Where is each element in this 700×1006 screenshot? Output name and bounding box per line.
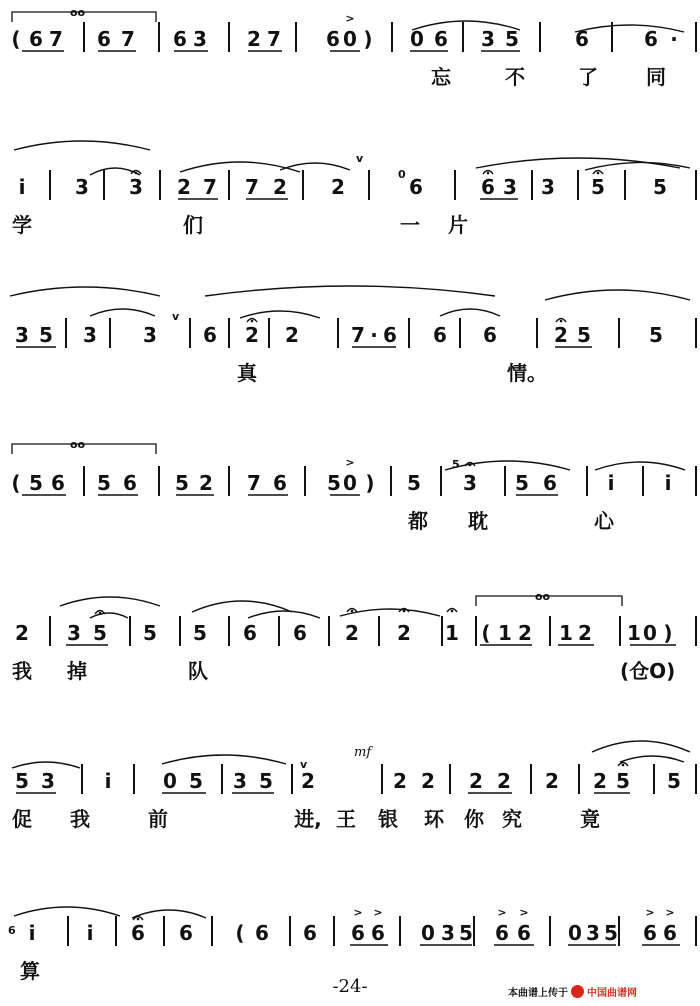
note-3: 3 <box>83 323 97 347</box>
note-2: 2 <box>421 769 435 793</box>
lyric-char: 们 <box>183 213 203 237</box>
note-6: 6 <box>643 921 657 945</box>
note-0: 0 <box>421 921 435 945</box>
note-0: 0 <box>343 27 357 51</box>
note-6: 6 <box>517 921 531 945</box>
parenthesis: ) <box>363 27 373 51</box>
note-5: 5 <box>505 27 519 51</box>
slur-curve <box>90 309 155 316</box>
dotted-mark: · <box>370 323 378 347</box>
note-6: 6 <box>371 921 385 945</box>
lyric-char: 片 <box>448 213 468 237</box>
note-3: 3 <box>193 27 207 51</box>
note-5: 5 <box>175 471 189 495</box>
note-2: 2 <box>177 175 191 199</box>
page-number: -24- <box>332 976 368 997</box>
lyric-char: 你 <box>464 807 484 831</box>
note-3: 3 <box>129 175 143 199</box>
note-5: 5 <box>189 769 203 793</box>
note-6: 6 <box>203 323 217 347</box>
note-5: 5 <box>515 471 529 495</box>
note-i: i <box>18 175 26 199</box>
note-5: 5 <box>193 621 207 645</box>
note-7: 7 <box>49 27 63 51</box>
note-5: 5 <box>143 621 157 645</box>
note-7: 7 <box>203 175 217 199</box>
lyric-char: 我 <box>12 659 32 683</box>
note-2: 2 <box>285 323 299 347</box>
lyric-char: 进, <box>294 807 322 831</box>
slur-curve <box>162 755 286 764</box>
note-5: 5 <box>591 175 605 199</box>
note-2: 2 <box>593 769 607 793</box>
fermata-dot <box>451 610 454 613</box>
note-5: 5 <box>327 471 341 495</box>
lyric-char: 耽 <box>468 509 488 533</box>
accent-mark: > <box>353 906 363 919</box>
note-5: 5 <box>39 323 53 347</box>
lyric-char: 队 <box>188 659 208 683</box>
note-6: 6 <box>123 471 137 495</box>
fermata-dot <box>469 464 472 467</box>
note-2: 2 <box>273 175 287 199</box>
note-5: 5 <box>93 621 107 645</box>
lyric-char: 前 <box>148 807 168 831</box>
note-3: 3 <box>15 323 29 347</box>
note-3: 3 <box>441 921 455 945</box>
note-5: 5 <box>577 323 591 347</box>
note-6: 6 <box>131 921 145 945</box>
slur-curve <box>445 461 570 470</box>
note-2: 2 <box>578 621 592 645</box>
note-2: 2 <box>393 769 407 793</box>
lyric-char: 一 <box>400 213 420 237</box>
lyric-char: 都 <box>408 509 428 533</box>
note-3: 3 <box>586 921 600 945</box>
note-3: 3 <box>41 769 55 793</box>
note-7: 7 <box>247 471 261 495</box>
note-3: 3 <box>503 175 517 199</box>
parenthesis: ( <box>235 921 245 945</box>
note-6: 6 <box>481 175 495 199</box>
circle-marks: oo <box>70 438 86 451</box>
note-2: 2 <box>545 769 559 793</box>
slur-curve <box>595 462 685 470</box>
lyric-char: 真 <box>237 361 257 385</box>
lyric-char: 忘 <box>431 65 451 89</box>
note-7: 7 <box>267 27 281 51</box>
accent-mark: > <box>373 906 383 919</box>
slur-curve <box>412 21 520 30</box>
circle-marks: oo <box>70 6 86 19</box>
lyric-char: 学 <box>12 213 32 237</box>
note-6: 6 <box>326 27 340 51</box>
slur-curve <box>10 287 160 296</box>
dynamic-mark: mf <box>354 745 372 760</box>
note-6: 6 <box>173 27 187 51</box>
note-7: 7 <box>121 27 135 51</box>
note-i: i <box>86 921 94 945</box>
lyric-char: 我 <box>70 807 90 831</box>
accent-mark: > <box>497 906 507 919</box>
slur-curve <box>592 741 690 752</box>
note-7: 7 <box>351 323 365 347</box>
breath-mark: v <box>172 310 180 323</box>
note-3: 3 <box>463 471 477 495</box>
dotted-mark: · <box>670 27 678 51</box>
upload-text: 本曲谱上传于 <box>508 988 568 999</box>
note-2: 2 <box>518 621 532 645</box>
lyric-char: 同 <box>646 65 666 89</box>
note-5: 5 <box>667 769 681 793</box>
slur-curve <box>240 311 320 318</box>
note-6: 6 <box>51 471 65 495</box>
percussion-label: (仓O) <box>620 659 676 683</box>
note-2: 2 <box>15 621 29 645</box>
site-name: 中国曲谱网 <box>587 988 637 999</box>
note-6: 6 <box>351 921 365 945</box>
lyric-char: 王 <box>336 807 356 831</box>
parenthesis: ) <box>663 621 673 645</box>
note-6: 6 <box>495 921 509 945</box>
note-6: 6 <box>29 27 43 51</box>
note-6: 6 <box>383 323 397 347</box>
fermata-dot <box>622 764 625 767</box>
slur-curve <box>14 907 120 916</box>
note-6: 6 <box>303 921 317 945</box>
note-5: 5 <box>407 471 421 495</box>
accent-mark: > <box>665 906 675 919</box>
note-3: 3 <box>233 769 247 793</box>
fermata-dot <box>351 610 354 613</box>
accent-mark: > <box>345 456 355 469</box>
lyric-char: 情。 <box>507 361 547 385</box>
note-1: 1 <box>498 621 512 645</box>
fermata-dot <box>560 320 563 323</box>
fermata-dot <box>135 172 138 175</box>
lyric-char: 不 <box>505 65 525 89</box>
source-footer <box>508 984 637 999</box>
note-5: 5 <box>653 175 667 199</box>
breath-mark: v <box>356 152 364 165</box>
note-6: 6 <box>575 27 589 51</box>
note-5: 5 <box>29 471 43 495</box>
note-0: 0 <box>568 921 582 945</box>
note-2: 2 <box>245 323 259 347</box>
lyric-char: 环 <box>424 807 444 831</box>
accent-mark: > <box>519 906 529 919</box>
note-2: 2 <box>554 323 568 347</box>
note-1: 1 <box>445 621 459 645</box>
note-6: 6 <box>434 27 448 51</box>
fermata-dot <box>99 612 102 615</box>
fermata-dot <box>597 172 600 175</box>
note-2: 2 <box>247 27 261 51</box>
slur-curve <box>180 162 300 172</box>
note-0: 0 <box>163 769 177 793</box>
note-6: 6 <box>644 27 658 51</box>
note-6: 6 <box>663 921 677 945</box>
note-5: 5 <box>459 921 473 945</box>
note-6: 6 <box>409 175 423 199</box>
slur-curve <box>132 910 206 918</box>
note-2: 2 <box>497 769 511 793</box>
note-0: 0 <box>643 621 657 645</box>
note-6: 6 <box>483 323 497 347</box>
lyric-char: 心 <box>594 509 614 533</box>
note-3: 3 <box>75 175 89 199</box>
note-2: 2 <box>469 769 483 793</box>
fermata-dot <box>487 172 490 175</box>
note-6: 6 <box>97 27 111 51</box>
note-6: 6 <box>179 921 193 945</box>
note-3: 3 <box>143 323 157 347</box>
note-0: 0 <box>343 471 357 495</box>
slur-curve <box>14 141 150 150</box>
slur-curve <box>205 286 495 296</box>
note-i: i <box>28 921 36 945</box>
lyric-char: 竟 <box>580 807 600 831</box>
note-5: 5 <box>616 769 630 793</box>
grace-note: 0 <box>398 168 406 181</box>
note-3: 3 <box>541 175 555 199</box>
note-2: 2 <box>301 769 315 793</box>
lyric-char: 银 <box>378 807 398 831</box>
note-2: 2 <box>397 621 411 645</box>
note-3: 3 <box>481 27 495 51</box>
slur-curve <box>12 762 80 768</box>
note-2: 2 <box>199 471 213 495</box>
grace-note: 6 <box>8 924 16 937</box>
parenthesis: ( <box>11 471 21 495</box>
note-7: 7 <box>245 175 259 199</box>
accent-mark: > <box>645 906 655 919</box>
note-i: i <box>607 471 615 495</box>
slur-curve <box>545 290 690 300</box>
parenthesis: ( <box>11 27 21 51</box>
lyric-char: 促 <box>12 807 32 831</box>
note-6: 6 <box>543 471 557 495</box>
note-5: 5 <box>97 471 111 495</box>
note-3: 3 <box>67 621 81 645</box>
note-1: 1 <box>559 621 573 645</box>
note-5: 5 <box>604 921 618 945</box>
slur-curve <box>248 611 320 618</box>
slur-curve <box>620 756 684 762</box>
note-1: 1 <box>627 621 641 645</box>
note-i: i <box>664 471 672 495</box>
note-6: 6 <box>433 323 447 347</box>
slur-curve <box>60 597 160 606</box>
note-6: 6 <box>273 471 287 495</box>
slur-curve <box>192 601 292 612</box>
grace-note: 5 <box>452 458 460 471</box>
note-6: 6 <box>255 921 269 945</box>
note-6: 6 <box>243 621 257 645</box>
lyric-char: 算 <box>20 959 40 983</box>
note-2: 2 <box>345 621 359 645</box>
note-5: 5 <box>649 323 663 347</box>
note-0: 0 <box>410 27 424 51</box>
note-i: i <box>104 769 112 793</box>
note-6: 6 <box>293 621 307 645</box>
note-2: 2 <box>331 175 345 199</box>
lyric-char: 究 <box>502 807 522 831</box>
lyric-char: 了 <box>578 65 598 89</box>
lyric-char: 掉 <box>67 659 87 683</box>
fermata-dot <box>403 610 406 613</box>
site-logo-icon <box>571 985 584 998</box>
note-5: 5 <box>15 769 29 793</box>
parenthesis: ) <box>365 471 375 495</box>
breath-mark: v <box>300 758 308 771</box>
circle-marks: oo <box>535 590 551 603</box>
parenthesis: ( <box>481 621 491 645</box>
note-5: 5 <box>259 769 273 793</box>
accent-mark: > <box>345 12 355 25</box>
fermata-dot <box>251 320 254 323</box>
fermata-dot <box>137 918 140 921</box>
slur-curve <box>440 309 500 316</box>
slur-curve <box>575 25 684 32</box>
